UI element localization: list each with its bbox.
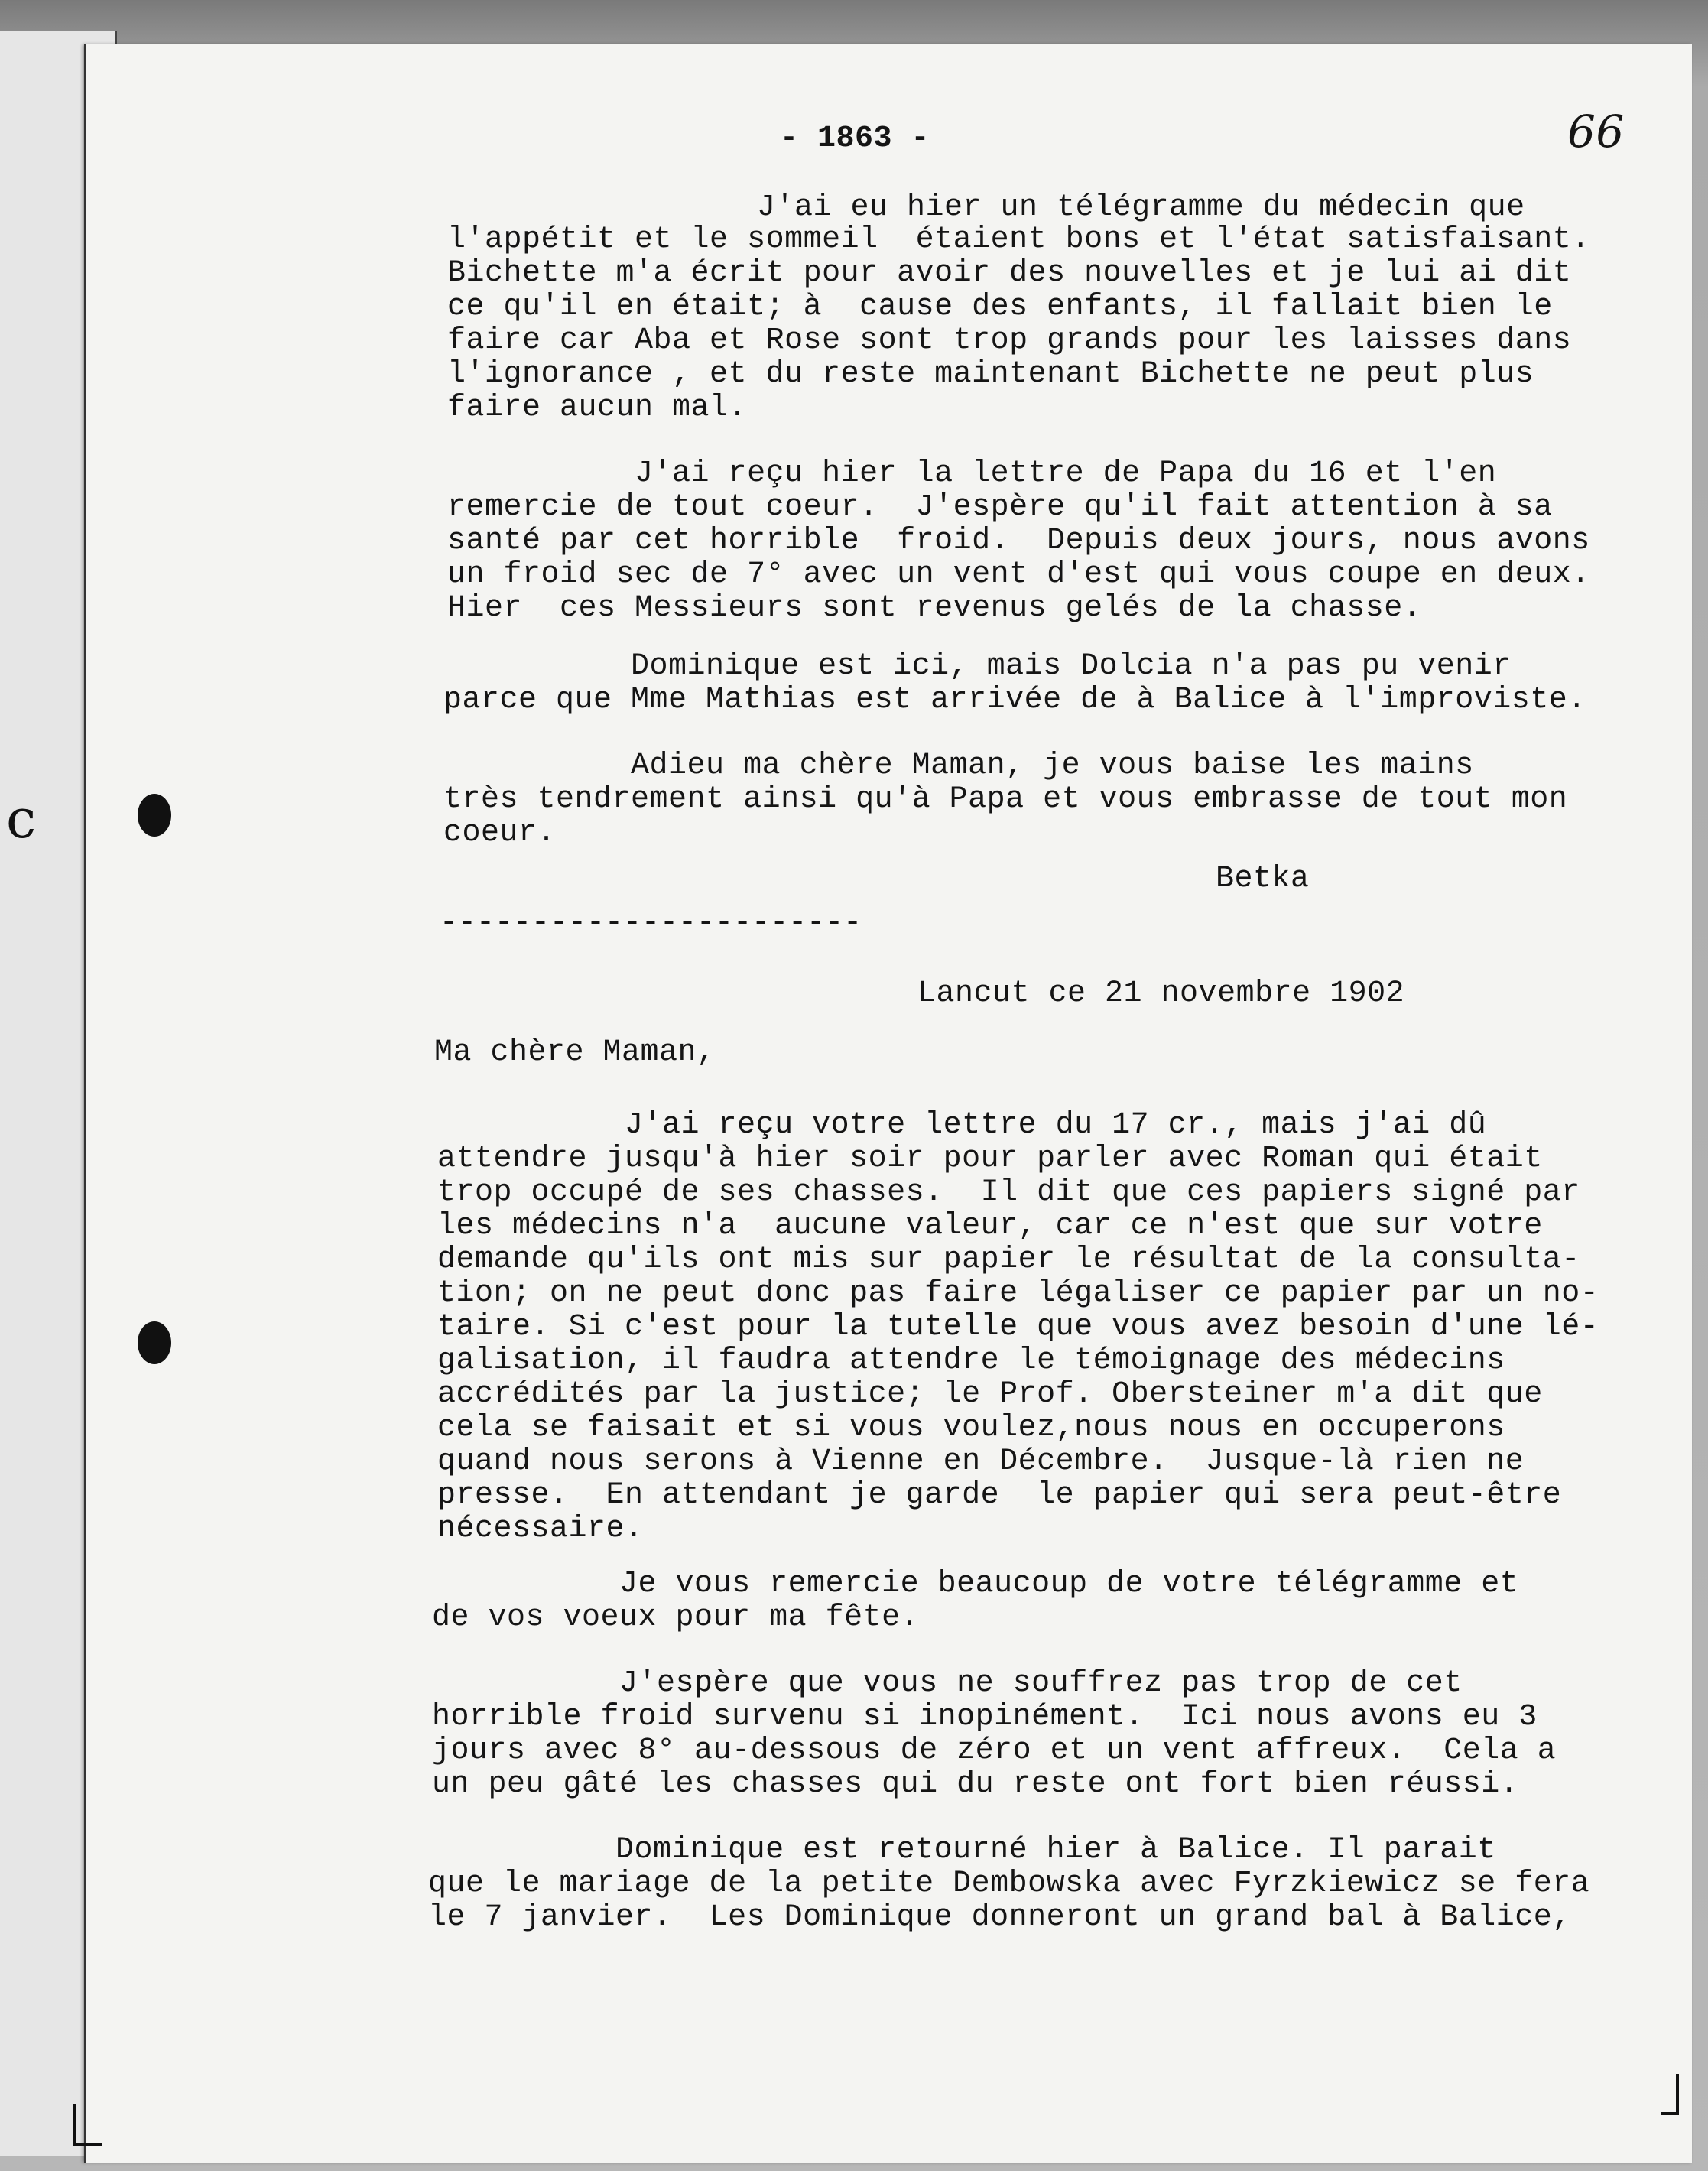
text-line: J'espère que vous ne souffrez pas trop de cet — [432, 1666, 1463, 1701]
letter1-paragraph-3 — [443, 650, 1586, 717]
text-line: faire car Aba et Rose sont trop grands pour les laisses dans — [447, 323, 1572, 358]
text-line: un froid sec de 7° avec un vent d'est qui vous coupe en deux. — [447, 557, 1590, 592]
text-line: nécessaire. — [437, 1512, 644, 1546]
text-line: un peu gâté les chasses qui du reste ont fort bien réussi. — [432, 1767, 1519, 1802]
text-line: Dominique est retourné hier à Balice. Il parait — [428, 1833, 1496, 1867]
margin-mark: c — [6, 788, 37, 850]
text-line: J'ai reçu hier la lettre de Papa du 16 et l'en — [447, 457, 1497, 491]
text-line: parce que Mme Mathias est arrivée de à Balice à l'improviste. — [443, 683, 1586, 717]
letter2-paragraph-1 — [437, 1109, 1599, 1546]
text-line: cela se faisait et si vous voulez,nous nous en occuperons — [437, 1411, 1505, 1445]
text-line: que le mariage de la petite Dembowska avec Fyrzkiewicz se fera — [428, 1867, 1590, 1901]
text-line: J'ai eu hier un télégramme du médecin que — [757, 190, 1525, 225]
text-line: quand nous serons à Vienne en Décembre. Jusque-là rien ne — [437, 1445, 1525, 1479]
text-line: taire. Si c'est pour la tutelle que vous avez besoin d'une lé- — [437, 1310, 1599, 1344]
folio-number: 66 — [1567, 106, 1625, 158]
letter2-paragraph-3 — [432, 1667, 1556, 1802]
text-line: presse. En attendant je garde le papier qui sera peut-être — [437, 1478, 1562, 1513]
text-line: le 7 janvier. Les Dominique donneront un grand bal à Balice, — [428, 1900, 1571, 1935]
letter1-paragraph-1 — [757, 191, 1525, 225]
text-line: les médecins n'a aucune valeur, car ce n'est que sur votre — [437, 1209, 1543, 1243]
letter1-paragraph-2 — [447, 457, 1590, 626]
corner-mark-left — [73, 2104, 102, 2146]
page-number: - 1863 - — [780, 122, 930, 156]
text-line: Bichette m'a écrit pour avoir des nouvelles et je lui ai dit — [447, 256, 1572, 291]
text-line: très tendrement ainsi qu'à Papa et vous embrasse de tout mon — [443, 782, 1568, 817]
text-line: tion; on ne peut donc pas faire légaliser ce papier par un no- — [437, 1276, 1599, 1311]
text-line: faire aucun mal. — [447, 391, 748, 425]
text-line: santé par cet horrible froid. Depuis deux jours, nous avons — [447, 524, 1590, 558]
text-line: Hier ces Messieurs sont revenus gelés de la chasse. — [447, 591, 1422, 626]
text-line: horrible froid survenu si inopinément. Ici nous avons eu 3 — [432, 1700, 1538, 1734]
text-line: Je vous remercie beaucoup de votre télégramme et — [432, 1567, 1519, 1601]
text-line: demande qu'ils ont mis sur papier le résultat de la consulta- — [437, 1243, 1580, 1277]
text-line: coeur. — [443, 816, 557, 850]
letter1-paragraph-1-body — [447, 223, 1590, 425]
text-line: Dominique est ici, mais Dolcia n'a pas pu venir — [443, 649, 1512, 684]
punch-hole-top — [138, 794, 171, 837]
signature: Betka — [1216, 862, 1310, 896]
text-line: ce qu'il en était; à cause des enfants, il fallait bien le — [447, 290, 1553, 324]
separator-line: ----------------------- — [440, 906, 862, 941]
letter2-paragraph-4 — [428, 1834, 1589, 1935]
dateline: Lancut ce 21 novembre 1902 — [917, 977, 1405, 1011]
text-line: attendre jusqu'à hier soir pour parler avec Roman qui était — [437, 1142, 1543, 1176]
salutation: Ma chère Maman, — [434, 1035, 716, 1070]
text-line: trop occupé de ses chasses. Il dit que ces papiers signé par — [437, 1175, 1580, 1210]
punch-hole-bottom — [138, 1321, 171, 1364]
text-line: l'ignorance , et du reste maintenant Bichette ne peut plus — [447, 357, 1534, 392]
text-line: galisation, il faudra attendre le témoignage des médecins — [437, 1344, 1505, 1378]
text-line: remercie de tout coeur. J'espère qu'il fait attention à sa — [447, 490, 1553, 525]
text-line: accrédités par la justice; le Prof. Obersteiner m'a dit que — [437, 1377, 1543, 1412]
letter2-paragraph-2 — [432, 1568, 1518, 1635]
text-line: de vos voeux pour ma fête. — [432, 1601, 920, 1635]
letter1-paragraph-4 — [443, 749, 1567, 850]
text-line: jours avec 8° au-dessous de zéro et un vent affreux. Cela a — [432, 1734, 1557, 1768]
corner-mark-right — [1661, 2074, 1679, 2115]
text-line: l'appétit et le sommeil étaient bons et l'état satisfaisant. — [447, 223, 1590, 257]
text-line: J'ai reçu votre lettre du 17 cr., mais j'ai dû — [437, 1108, 1487, 1142]
text-line: Adieu ma chère Maman, je vous baise les mains — [443, 749, 1474, 783]
